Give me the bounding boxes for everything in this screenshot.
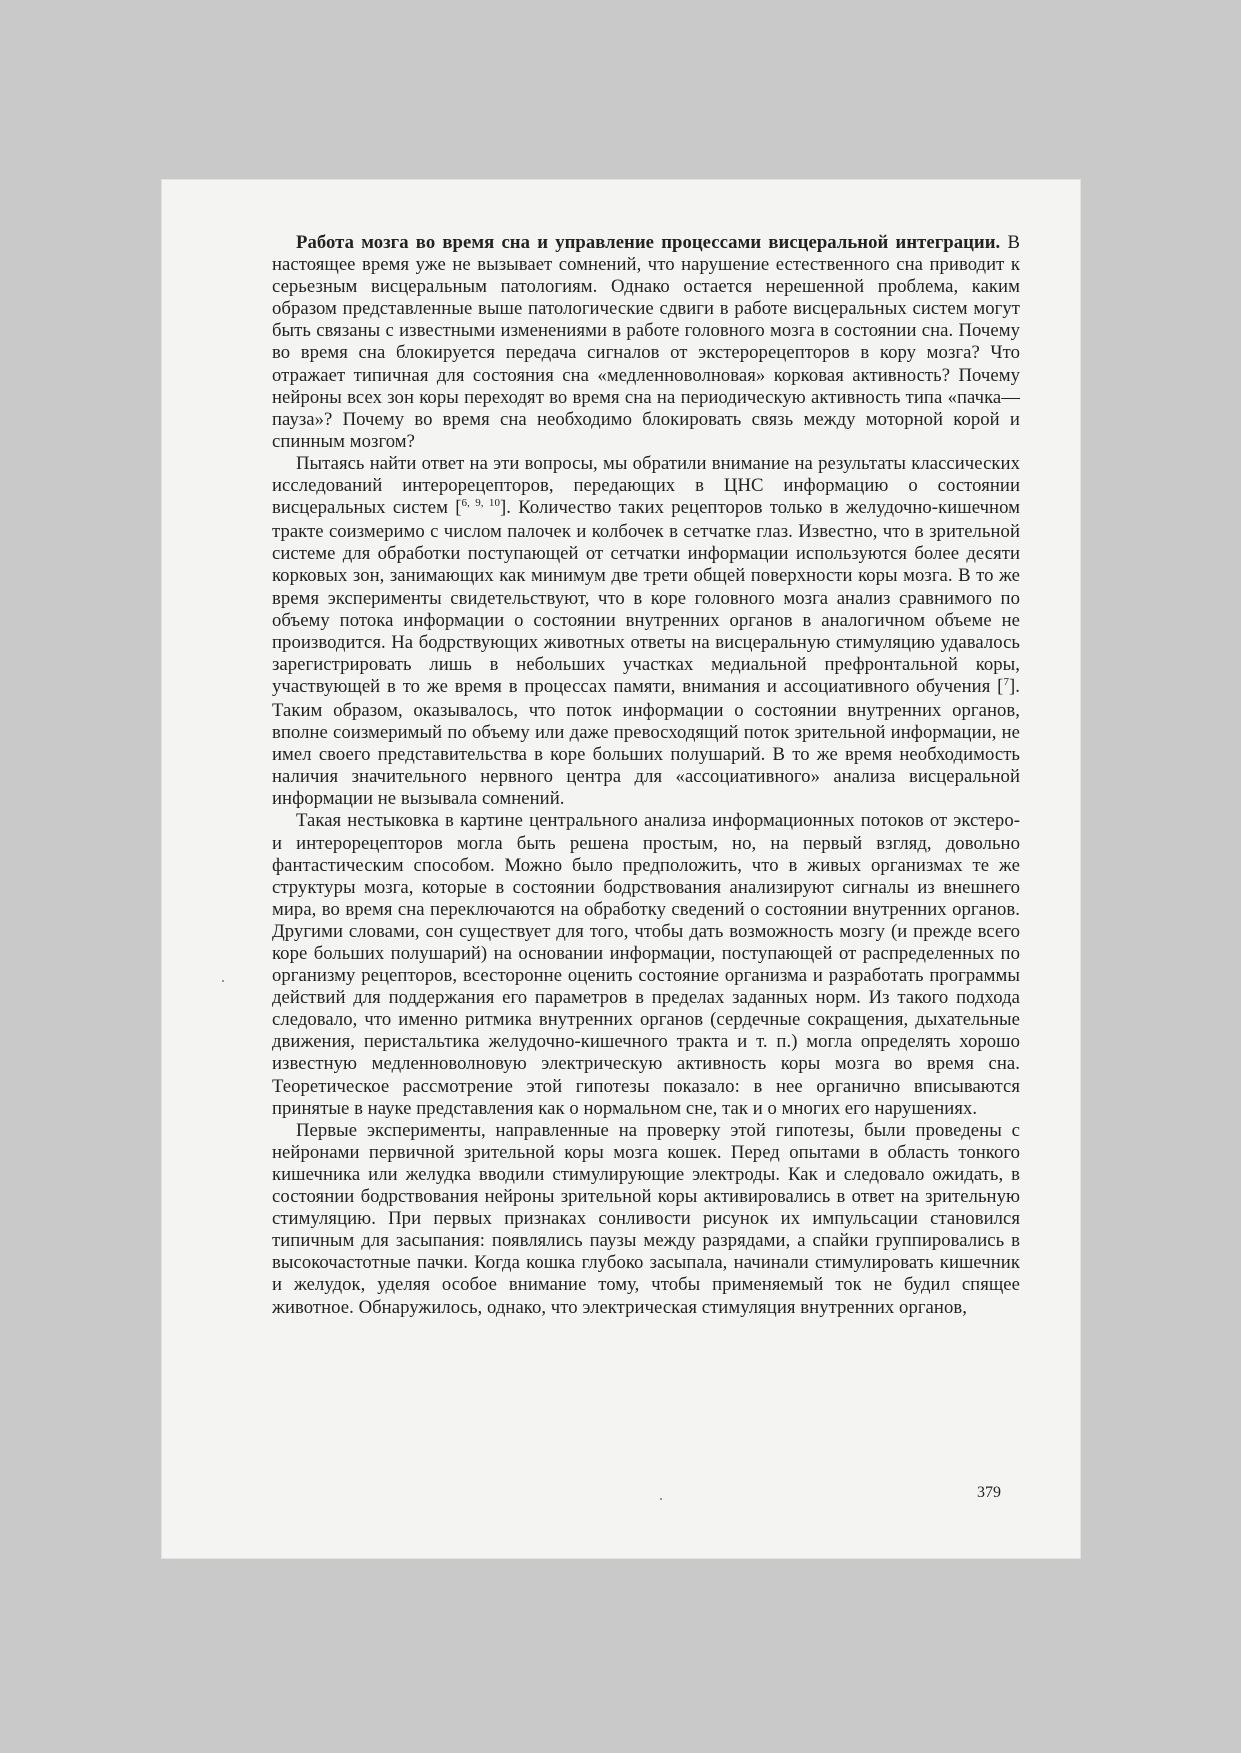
page-number: 379: [977, 1484, 1001, 1501]
section-heading: Работа мозга во время сна и управление процессами висцеральной интеграции.: [296, 232, 1001, 253]
citation-ref-2: 7: [1003, 675, 1009, 688]
paragraph-2-part3: ]. Таким образом, оказывалось, что поток информации о состоянии внутренних органов, вполне соизмеримый по объему или даже превосходящий поток зрительной информации, не имел своего представительства в коре больших полушарий. В то же время необходимость наличия значительного нервного центра для «ассоциативного» анализа висцеральной информации не вызывала сомнений.: [272, 675, 1020, 810]
scanned-page: [162, 180, 1080, 1558]
paragraph-2-part1: Пытаясь найти ответ на эти вопросы, мы обратили внимание на результаты классических исследований интерорецепторов, передающих в ЦНС информацию о состоянии висцеральных систем [: [272, 452, 1020, 519]
paragraph-1: [272, 232, 1020, 453]
paragraph-4: Первые эксперименты, направленные на проверку этой гипотезы, были проведены с нейронами первичной зрительной коры мозга кошек. Перед опытами в область тонкого кишечника или желудка вводили стимулирующие электроды. Как и следовало ожидать, в состоянии бодрствования нейроны зрительной коры активировались в ответ на зрительную стимуляцию. При первых признаках сонливости рисунок их импульсации становился типичным для засыпания: появлялись паузы между разрядами, а спайки группировались в высокочастотные пачки. Когда кошка глубоко засыпала, начинали стимулировать кишечник и желудок, уделяя особое внимание тому, чтобы применяемый ток не будил спящее животное. Обнаружилось, однако, что электрическая стимуляция внутренних органов,: [272, 1119, 1020, 1318]
paragraph-2: [272, 453, 1020, 811]
scan-speck: [660, 1498, 662, 1500]
paragraph-2-part2: ]. Количество таких рецепторов только в желудочно-кишечном тракте соизмеримо с числом палочек и колбочек в сетчатке глаз. Известно, что в зрительной системе для обработки поступающей от сетчатки информации используются более десяти корковых зон, занимающих как минимум две трети общей поверхности коры мозга. В то же время эксперименты свидетельствуют, что в коре головного мозга анализ сравнимого по объему потока информации о состоянии внутренних органов в аналогичном объеме не производится. На бодрствующих животных ответы на висцеральную стимуляцию удавалось зарегистрировать лишь в небольших участках медиальной префронтальной коры, участвующей в то же время в процессах памяти, внимания и ассоциативного обучения [: [272, 497, 1020, 697]
citation-ref-1: 6, 9, 10: [461, 497, 501, 510]
paragraph-1-text: В настоящее время уже не вызывает сомнений, что нарушение естественного сна приводит к серьезным висцеральным патологиям. Однако остается нерешенной проблема, каким образом представленные выше патологические сдвиги в работе висцеральных систем могут быть связаны с известными изменениями в работе головного мозга в состоянии сна. Почему во время сна блокируется передача сигналов от экстерорецепторов в кору мозга? Что отражает типичная для состояния сна «медленноволновая» корковая активность? Почему нейроны всех зон коры переходят во время сна на периодическую активность типа «пачка—пауза»? Почему во время сна необходимо блокировать связь между моторной корой и спинным мозгом?: [272, 232, 1020, 452]
paragraph-3: Такая нестыковка в картине центрального анализа информационных потоков от экстеро- и интерорецепторов могла быть решена простым, но, на первый взгляд, довольно фантастическим способом. Можно было предположить, что в живых организмах те же структуры мозга, которые в состоянии бодрствования анализируют сигналы из внешнего мира, во время сна переключаются на обработку сведений о состоянии внутренних органов. Другими словами, сон существует для того, чтобы дать возможность мозгу (и прежде всего коре больших полушарий) на основании информации, поступающей от распределенных по организму рецепторов, всесторонне оценить состояние организма и разработать программы действий для поддержания его параметров в пределах заданных норм. Из такого подхода следовало, что именно ритмика внутренних органов (сердечные сокращения, дыхательные движения, перистальтика желудочно-кишечного тракта и т. п.) могла определять хорошо известную медленноволновую электрическую активность коры мозга во время сна. Теоретическое рассмотрение этой гипотезы показало: в нее органично вписываются принятые в науке представления как о нормальном сне, так и о многих его нарушениях.: [272, 810, 1020, 1119]
page-body: [272, 232, 1020, 1319]
scan-speck: [222, 980, 224, 982]
